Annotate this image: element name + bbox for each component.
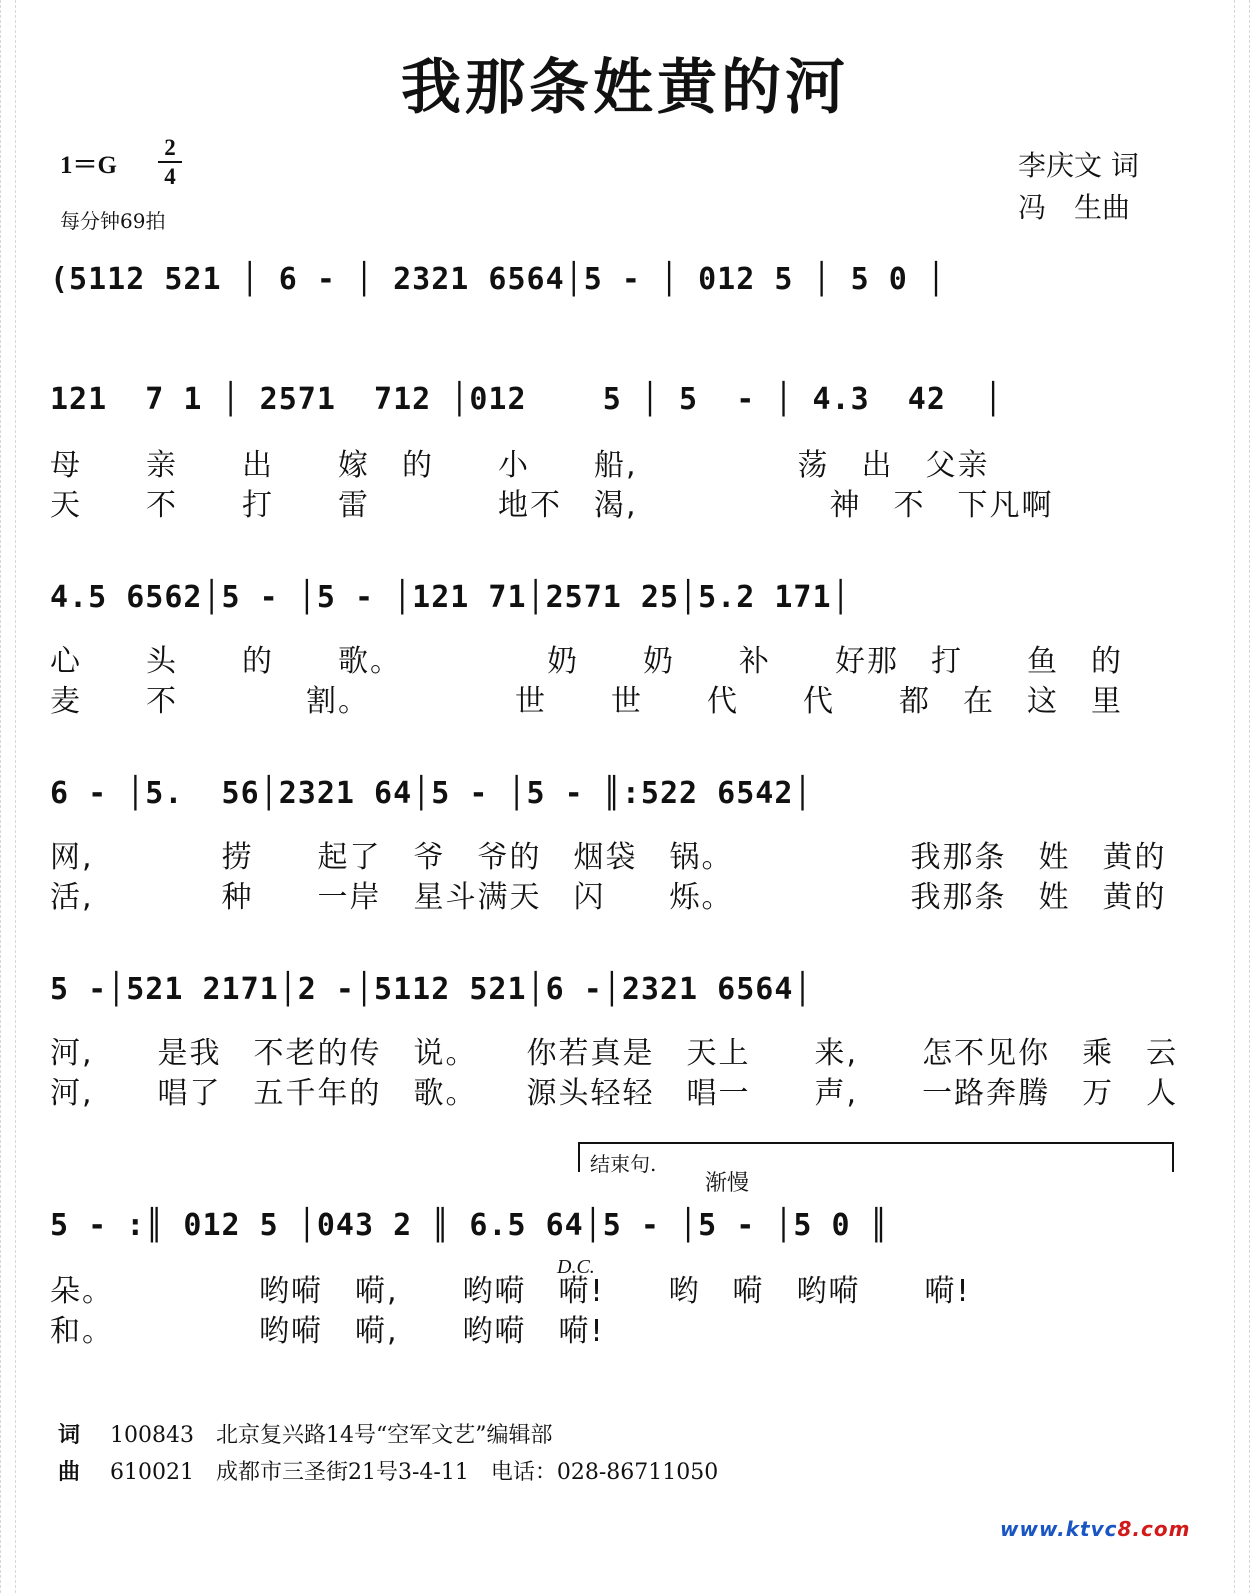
lyrics-line-3-verse-1: 心 头 的 歌。 奶 奶 补 好那 打 鱼 的 [50,644,1123,679]
composer-address-label: 曲 [58,1460,81,1485]
site-watermark [1000,1517,1190,1541]
lyricist-address [58,1418,553,1449]
notes-line-6: 5 - :║ 012 5 │043 2 ║ 6.5 64│5 - │5 - │5 0 ║ [50,1208,889,1243]
key-signature: 1＝G [60,152,117,179]
composer: 冯 生曲 [1018,191,1131,224]
lyrics-line-5-verse-2: 河, 唱了 五千年的 歌。 源头轻轻 唱一 声, 一路奔腾 万 人 [50,1076,1179,1111]
meter-top: 2 [164,135,176,160]
notes-line-5: 5 -│521 2171│2 -│5112 521│6 -│2321 6564│ [50,972,813,1007]
tempo-marking: 每分钟69拍 [60,209,166,233]
notes-line-1: (5112 521 │ 6 - │ 2321 6564│5 - │ 012 5 │ 5 0 │ [50,262,946,297]
song-title: 我那条姓黄的河 [401,53,849,123]
lyricist-address-label: 词 [58,1423,81,1448]
lyrics-line-4-verse-1: 网, 捞 起了 爷 爷的 烟袋 锅。 我那条 姓 黄的 [50,840,1167,875]
lyrics-line-6-verse-2: 和。 哟嗬 嗬, 哟嗬 嗬! [50,1314,605,1349]
watermark-text-a: www.ktvc [1000,1517,1118,1541]
lyrics-line-4-verse-2: 活, 种 一岸 星斗满天 闪 烁。 我那条 姓 黄的 [50,880,1167,915]
time-signature [158,134,182,190]
lyrics-line-3-verse-2: 麦 不 割。 世 世 代 代 都 在 这 里 [50,684,1123,719]
watermark-text-b: 8.com [1117,1517,1191,1541]
lyrics-line-2-verse-2: 天 不 打 雷 地不 渴, 神 不 下凡啊 [50,488,1054,523]
notes-line-4: 6 - │5. 56│2321 64│5 - │5 - ║:522 6542│ [50,776,813,811]
credits [1018,145,1139,229]
dc-mark: D.C. [557,1256,595,1278]
notes-line-2: 121 7 1 │ 2571 712 │012 5 │ 5 - │ 4.3 42 │ [50,382,1004,417]
ritardando-mark: 渐慢 [705,1171,750,1196]
ending-bracket [578,1142,1174,1176]
lyrics-line-2-verse-1: 母 亲 出 嫁 的 小 船, 荡 出 父亲 [50,448,990,483]
composer-address [58,1455,718,1486]
right-margin-strip [1234,0,1250,1593]
composer-address-text: 610021 成都市三圣街21号3-4-11 电话：028-86711050 [110,1460,719,1485]
notes-line-3: 4.5 6562│5 - │5 - │121 71│2571 25│5.2 171│ [50,580,851,615]
meter-bottom: 4 [158,161,182,190]
left-margin-strip [0,0,16,1593]
lyricist: 李庆文 词 [1018,149,1139,182]
ending-label: 结束句. [590,1152,657,1176]
lyricist-address-text: 100843 北京复兴路14号“空军文艺”编辑部 [110,1423,553,1448]
lyrics-line-6-verse-1: 朵。 哟嗬 嗬, 哟嗬 嗬! 哟 嗬 哟嗬 嗬! [50,1274,971,1309]
lyrics-line-5-verse-1: 河, 是我 不老的传 说。 你若真是 天上 来, 怎不见你 乘 云 [50,1036,1179,1071]
